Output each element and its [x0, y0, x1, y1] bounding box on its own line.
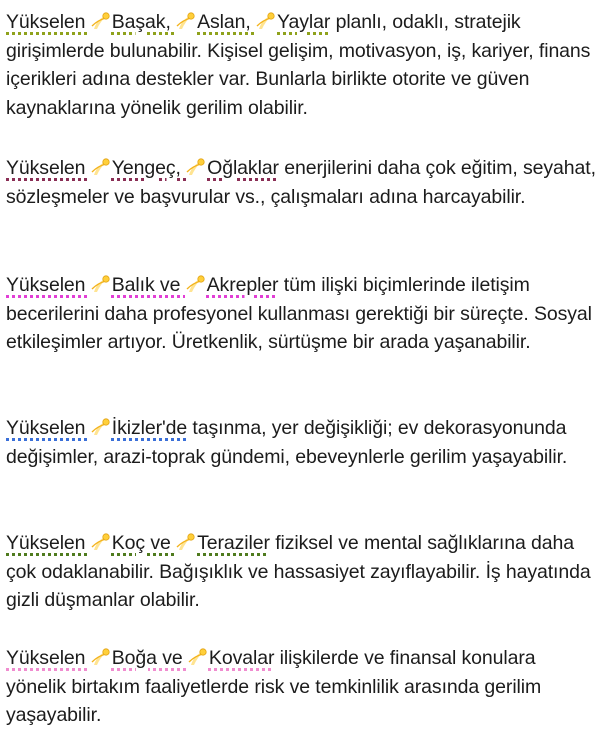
sign-taurus: Boğa ve: [111, 647, 188, 669]
paragraph-5: [6, 529, 598, 615]
comet-icon: [91, 157, 111, 177]
sign-aquarius: Kovalar: [208, 647, 275, 669]
sign-scorpio: Akrepler: [206, 274, 279, 296]
comet-icon: [176, 11, 196, 31]
paragraph-body: tüm ilişki biçimlerinde iletişim becerilerini daha profesyonel kullanması gerektiği bir süreçte. Sosyal etkileşimler artıyor. Üretkenlik, sürtüşme bir arada yaşanabilir.: [6, 274, 592, 353]
comet-icon: [91, 417, 111, 437]
highlight-5: [6, 532, 270, 554]
word-ascendant: Yükselen: [6, 274, 91, 296]
paragraph-2: [6, 154, 598, 211]
word-ascendant: Yükselen: [6, 647, 91, 669]
comet-icon: [186, 274, 206, 294]
comet-icon: [256, 11, 276, 31]
comet-icon: [91, 647, 111, 667]
paragraph-body: enerjilerini daha çok eğitim, seyahat, sözleşmeler ve başvurular vs., çalışmaları adına harcayabilir.: [6, 157, 596, 208]
comet-icon: [91, 274, 111, 294]
word-ascendant: Yükselen: [6, 417, 91, 439]
paragraph-body: taşınma, yer değişikliği; ev dekorasyonunda değişimler, arazi-toprak gündemi, ebeveynlerle gerilim yaşayabilir.: [6, 417, 568, 468]
paragraph-4: [6, 414, 598, 471]
word-ascendant: Yükselen: [6, 532, 91, 554]
comet-icon: [186, 157, 206, 177]
paragraph-body: planlı, odaklı, stratejik girişimlerde bulunabilir. Kişisel gelişim, motivasyon, iş, kariyer, finans içerikleri adına destekler var. Bunlarla birlikte otorite ve güven kaynaklarına yönelik gerilim olabilir.: [6, 11, 591, 119]
comet-icon: [176, 532, 196, 552]
sign-capricorn: Oğlaklar: [207, 157, 279, 179]
sign-gemini: İkizler'de: [111, 417, 188, 439]
comet-icon: [91, 532, 111, 552]
sign-pisces: Balık ve: [111, 274, 186, 296]
highlight-3: [6, 274, 278, 296]
sign-cancer: Yengeç,: [111, 157, 187, 179]
highlight-4: [6, 417, 187, 439]
paragraph-6: [6, 644, 598, 730]
comet-icon: [188, 647, 208, 667]
paragraph-body: fiziksel ve mental sağlıklarına daha çok odaklanabilir. Bağışıklık ve hassasiyet zayıflayabilir. İş hayatında gizli düşmanlar olabilir.: [6, 532, 591, 611]
sign-aries: Koç ve: [111, 532, 177, 554]
highlight-2: [6, 157, 279, 179]
highlight-6: [6, 647, 274, 669]
highlight-1: [6, 11, 330, 33]
sign-virgo: Başak,: [111, 11, 177, 33]
sign-leo: Aslan,: [197, 11, 257, 33]
sign-libra: Teraziler: [197, 532, 270, 554]
comet-icon: [91, 11, 111, 31]
word-ascendant: Yükselen: [6, 157, 91, 179]
sign-sagittarius: Yaylar: [277, 11, 331, 33]
paragraph-1: [6, 8, 598, 122]
word-ascendant: Yükselen: [6, 11, 91, 33]
paragraph-3: [6, 271, 598, 357]
paragraph-body: ilişkilerde ve finansal konulara yönelik birtakım faaliyetlerde risk ve temkinlilik arasında gerilim yaşayabilir.: [6, 647, 542, 726]
